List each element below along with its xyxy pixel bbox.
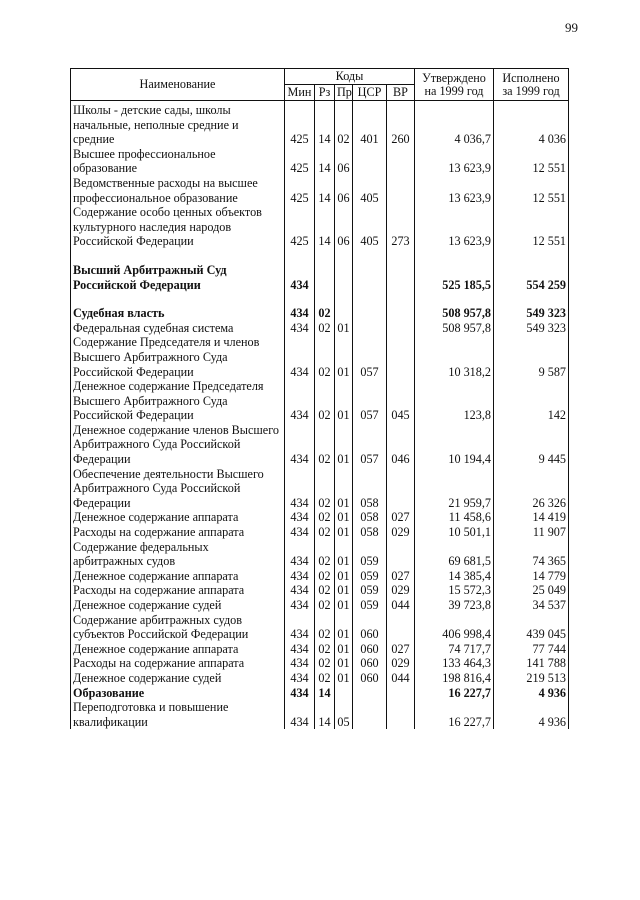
row-min: 434: [285, 671, 315, 686]
row-rz: 02: [315, 613, 335, 642]
row-vr: 044: [387, 598, 415, 613]
row-executed: 549 323: [494, 321, 569, 336]
row-rz: 02: [315, 569, 335, 584]
table-row: [71, 147, 569, 176]
row-pr: 06: [335, 147, 353, 176]
row-rz: 14: [315, 205, 335, 249]
table-row: [71, 642, 569, 657]
row-min: 434: [285, 423, 315, 467]
row-pr: [335, 306, 353, 321]
row-approved: 11 458,6: [415, 510, 494, 525]
row-csr: 401: [353, 101, 387, 147]
row-min: 434: [285, 598, 315, 613]
row-csr: 060: [353, 642, 387, 657]
table-header: [71, 69, 569, 101]
header-executed: Исполнено за 1999 год: [494, 69, 569, 101]
row-min: 434: [285, 686, 315, 701]
row-executed: 12 551: [494, 147, 569, 176]
row-csr: 059: [353, 569, 387, 584]
row-approved: 13 623,9: [415, 205, 494, 249]
row-min: 434: [285, 700, 315, 729]
row-csr: 057: [353, 379, 387, 423]
row-csr: 059: [353, 540, 387, 569]
row-min: 434: [285, 379, 315, 423]
row-name: Расходы на содержание аппарата: [71, 525, 285, 540]
row-csr: 405: [353, 176, 387, 205]
table-row: [71, 540, 569, 569]
row-vr: 046: [387, 423, 415, 467]
row-name: Содержание Председателя и членов Высшего Арбитражного Суда Российской Федерации: [71, 335, 285, 379]
row-approved: 10 318,2: [415, 335, 494, 379]
row-min: 434: [285, 540, 315, 569]
row-executed: 554 259: [494, 263, 569, 292]
row-name: Содержание особо ценных объектов культурного наследия народов Российской Федерации: [71, 205, 285, 249]
row-vr: 273: [387, 205, 415, 249]
row-min: 434: [285, 583, 315, 598]
row-pr: 01: [335, 569, 353, 584]
row-approved: 15 572,3: [415, 583, 494, 598]
row-executed: 439 045: [494, 613, 569, 642]
row-min: 434: [285, 335, 315, 379]
table-row: [71, 583, 569, 598]
row-pr: 01: [335, 525, 353, 540]
row-rz: 02: [315, 598, 335, 613]
row-vr: 027: [387, 569, 415, 584]
row-name: Денежное содержание судей: [71, 671, 285, 686]
table-row: [71, 306, 569, 321]
row-name: Школы - детские сады, школы начальные, неполные средние и средние: [71, 101, 285, 147]
row-name: Федеральная судебная система: [71, 321, 285, 336]
table-row: [71, 656, 569, 671]
spacer-cell: [285, 292, 315, 306]
row-rz: 02: [315, 525, 335, 540]
row-approved: 69 681,5: [415, 540, 494, 569]
row-pr: 01: [335, 656, 353, 671]
table-row: [71, 205, 569, 249]
row-executed: 25 049: [494, 583, 569, 598]
row-name: Высшее профессиональное образование: [71, 147, 285, 176]
row-rz: 02: [315, 467, 335, 511]
row-approved: 4 036,7: [415, 101, 494, 147]
row-vr: 029: [387, 525, 415, 540]
row-approved: 406 998,4: [415, 613, 494, 642]
row-csr: [353, 686, 387, 701]
row-csr: 057: [353, 335, 387, 379]
row-pr: 01: [335, 335, 353, 379]
header-name: Наименование: [71, 69, 285, 101]
row-csr: 060: [353, 671, 387, 686]
table-row: [71, 321, 569, 336]
row-min: 425: [285, 176, 315, 205]
row-name: Содержание арбитражных судов субъектов Российской Федерации: [71, 613, 285, 642]
row-vr: [387, 306, 415, 321]
spacer-cell: [494, 249, 569, 263]
row-rz: 14: [315, 700, 335, 729]
row-executed: 34 537: [494, 598, 569, 613]
row-pr: [335, 263, 353, 292]
spacer-cell: [387, 292, 415, 306]
row-name: Денежное содержание Председателя Высшего Арбитражного Суда Российской Федерации: [71, 379, 285, 423]
row-pr: 01: [335, 321, 353, 336]
row-vr: [387, 613, 415, 642]
table-body: [71, 101, 569, 730]
row-min: 434: [285, 569, 315, 584]
row-min: 434: [285, 321, 315, 336]
row-approved: 525 185,5: [415, 263, 494, 292]
row-vr: 260: [387, 101, 415, 147]
row-name: Содержание федеральных арбитражных судов: [71, 540, 285, 569]
row-pr: 01: [335, 379, 353, 423]
row-name: Расходы на содержание аппарата: [71, 583, 285, 598]
row-approved: 13 623,9: [415, 147, 494, 176]
row-csr: 059: [353, 598, 387, 613]
row-rz: 14: [315, 176, 335, 205]
row-rz: 02: [315, 379, 335, 423]
row-approved: 123,8: [415, 379, 494, 423]
row-rz: 02: [315, 656, 335, 671]
spacer-cell: [71, 249, 285, 263]
row-vr: [387, 176, 415, 205]
row-rz: 02: [315, 583, 335, 598]
header-approved: Утверждено на 1999 год: [415, 69, 494, 101]
row-min: 434: [285, 613, 315, 642]
table-row: [71, 569, 569, 584]
row-rz: 14: [315, 101, 335, 147]
spacer-row: [71, 292, 569, 306]
row-name: Расходы на содержание аппарата: [71, 656, 285, 671]
row-rz: 02: [315, 306, 335, 321]
spacer-cell: [494, 292, 569, 306]
spacer-cell: [415, 292, 494, 306]
table-row: [71, 700, 569, 729]
row-pr: 01: [335, 467, 353, 511]
row-csr: [353, 321, 387, 336]
row-rz: 02: [315, 642, 335, 657]
header-min: Мин: [285, 85, 315, 101]
row-vr: 027: [387, 510, 415, 525]
row-executed: 4 936: [494, 700, 569, 729]
row-rz: 02: [315, 540, 335, 569]
row-executed: 12 551: [494, 205, 569, 249]
row-rz: 02: [315, 321, 335, 336]
row-csr: 058: [353, 467, 387, 511]
row-csr: [353, 147, 387, 176]
table-row: [71, 598, 569, 613]
row-name: Образование: [71, 686, 285, 701]
row-min: 434: [285, 467, 315, 511]
row-min: 425: [285, 147, 315, 176]
row-csr: 059: [353, 583, 387, 598]
row-vr: [387, 263, 415, 292]
table-row: [71, 176, 569, 205]
spacer-cell: [315, 249, 335, 263]
row-rz: 14: [315, 686, 335, 701]
spacer-cell: [387, 249, 415, 263]
spacer-cell: [285, 249, 315, 263]
row-name: Денежное содержание аппарата: [71, 569, 285, 584]
table-row: [71, 379, 569, 423]
row-min: 425: [285, 205, 315, 249]
row-min: 434: [285, 656, 315, 671]
row-executed: 77 744: [494, 642, 569, 657]
row-pr: 05: [335, 700, 353, 729]
row-name: Денежное содержание аппарата: [71, 642, 285, 657]
row-csr: [353, 700, 387, 729]
row-csr: 060: [353, 656, 387, 671]
row-name: Обеспечение деятельности Высшего Арбитражного Суда Российской Федерации: [71, 467, 285, 511]
spacer-cell: [71, 292, 285, 306]
row-vr: [387, 335, 415, 379]
row-approved: 74 717,7: [415, 642, 494, 657]
row-min: 434: [285, 263, 315, 292]
header-vr: ВР: [387, 85, 415, 101]
row-csr: 058: [353, 525, 387, 540]
row-name: Судебная власть: [71, 306, 285, 321]
spacer-cell: [335, 292, 353, 306]
row-name: Денежное содержание судей: [71, 598, 285, 613]
row-min: 434: [285, 642, 315, 657]
row-pr: 01: [335, 613, 353, 642]
row-executed: 14 779: [494, 569, 569, 584]
row-pr: 01: [335, 583, 353, 598]
row-vr: [387, 467, 415, 511]
row-executed: 9 587: [494, 335, 569, 379]
row-pr: 01: [335, 598, 353, 613]
row-approved: 10 194,4: [415, 423, 494, 467]
row-rz: 02: [315, 335, 335, 379]
row-csr: 058: [353, 510, 387, 525]
row-vr: [387, 700, 415, 729]
row-vr: 044: [387, 671, 415, 686]
spacer-cell: [315, 292, 335, 306]
row-approved: 14 385,4: [415, 569, 494, 584]
row-csr: 405: [353, 205, 387, 249]
row-rz: 02: [315, 510, 335, 525]
row-min: 425: [285, 101, 315, 147]
row-vr: [387, 147, 415, 176]
table-row: [71, 101, 569, 147]
row-approved: 21 959,7: [415, 467, 494, 511]
budget-table: [70, 68, 569, 729]
table-row: [71, 613, 569, 642]
row-approved: 10 501,1: [415, 525, 494, 540]
table-row: [71, 423, 569, 467]
row-csr: [353, 263, 387, 292]
row-executed: 12 551: [494, 176, 569, 205]
row-vr: [387, 540, 415, 569]
spacer-cell: [353, 292, 387, 306]
page-number: 99: [565, 20, 578, 35]
table-row: [71, 671, 569, 686]
row-vr: [387, 321, 415, 336]
row-executed: 74 365: [494, 540, 569, 569]
row-vr: 029: [387, 656, 415, 671]
row-executed: 141 788: [494, 656, 569, 671]
row-csr: 057: [353, 423, 387, 467]
spacer-cell: [415, 249, 494, 263]
table-row: [71, 525, 569, 540]
table-row: [71, 467, 569, 511]
row-name: Денежное содержание аппарата: [71, 510, 285, 525]
header-rz: Рз: [315, 85, 335, 101]
row-executed: 219 513: [494, 671, 569, 686]
row-pr: [335, 686, 353, 701]
row-pr: 06: [335, 205, 353, 249]
row-name: Денежное содержание членов Высшего Арбитражного Суда Российской Федерации: [71, 423, 285, 467]
row-executed: 4 936: [494, 686, 569, 701]
row-approved: 508 957,8: [415, 321, 494, 336]
row-approved: 508 957,8: [415, 306, 494, 321]
row-pr: 02: [335, 101, 353, 147]
spacer-cell: [335, 249, 353, 263]
row-executed: 11 907: [494, 525, 569, 540]
row-executed: 9 445: [494, 423, 569, 467]
row-vr: 045: [387, 379, 415, 423]
row-rz: [315, 263, 335, 292]
header-codes: Коды: [285, 69, 415, 85]
spacer-row: [71, 249, 569, 263]
row-pr: 01: [335, 510, 353, 525]
row-rz: 02: [315, 423, 335, 467]
row-executed: 549 323: [494, 306, 569, 321]
row-rz: 14: [315, 147, 335, 176]
row-executed: 14 419: [494, 510, 569, 525]
table-row: [71, 263, 569, 292]
row-approved: 16 227,7: [415, 686, 494, 701]
row-min: 434: [285, 306, 315, 321]
row-vr: 027: [387, 642, 415, 657]
row-pr: 01: [335, 540, 353, 569]
row-name: Переподготовка и повышение квалификации: [71, 700, 285, 729]
row-pr: 06: [335, 176, 353, 205]
row-executed: 142: [494, 379, 569, 423]
spacer-cell: [353, 249, 387, 263]
row-name: Высший Арбитражный Суд Российской Федерации: [71, 263, 285, 292]
row-approved: 198 816,4: [415, 671, 494, 686]
row-approved: 133 464,3: [415, 656, 494, 671]
row-csr: [353, 306, 387, 321]
row-rz: 02: [315, 671, 335, 686]
row-pr: 01: [335, 642, 353, 657]
row-pr: 01: [335, 423, 353, 467]
row-min: 434: [285, 525, 315, 540]
table-row: [71, 335, 569, 379]
row-approved: 13 623,9: [415, 176, 494, 205]
row-vr: 029: [387, 583, 415, 598]
row-approved: 16 227,7: [415, 700, 494, 729]
table-row: [71, 510, 569, 525]
row-vr: [387, 686, 415, 701]
row-min: 434: [285, 510, 315, 525]
row-executed: 4 036: [494, 101, 569, 147]
header-pr: Пр: [335, 85, 353, 101]
row-name: Ведомственные расходы на высшее профессиональное образование: [71, 176, 285, 205]
row-csr: 060: [353, 613, 387, 642]
row-executed: 26 326: [494, 467, 569, 511]
row-approved: 39 723,8: [415, 598, 494, 613]
header-csr: ЦСР: [353, 85, 387, 101]
row-pr: 01: [335, 671, 353, 686]
table-row: [71, 686, 569, 701]
